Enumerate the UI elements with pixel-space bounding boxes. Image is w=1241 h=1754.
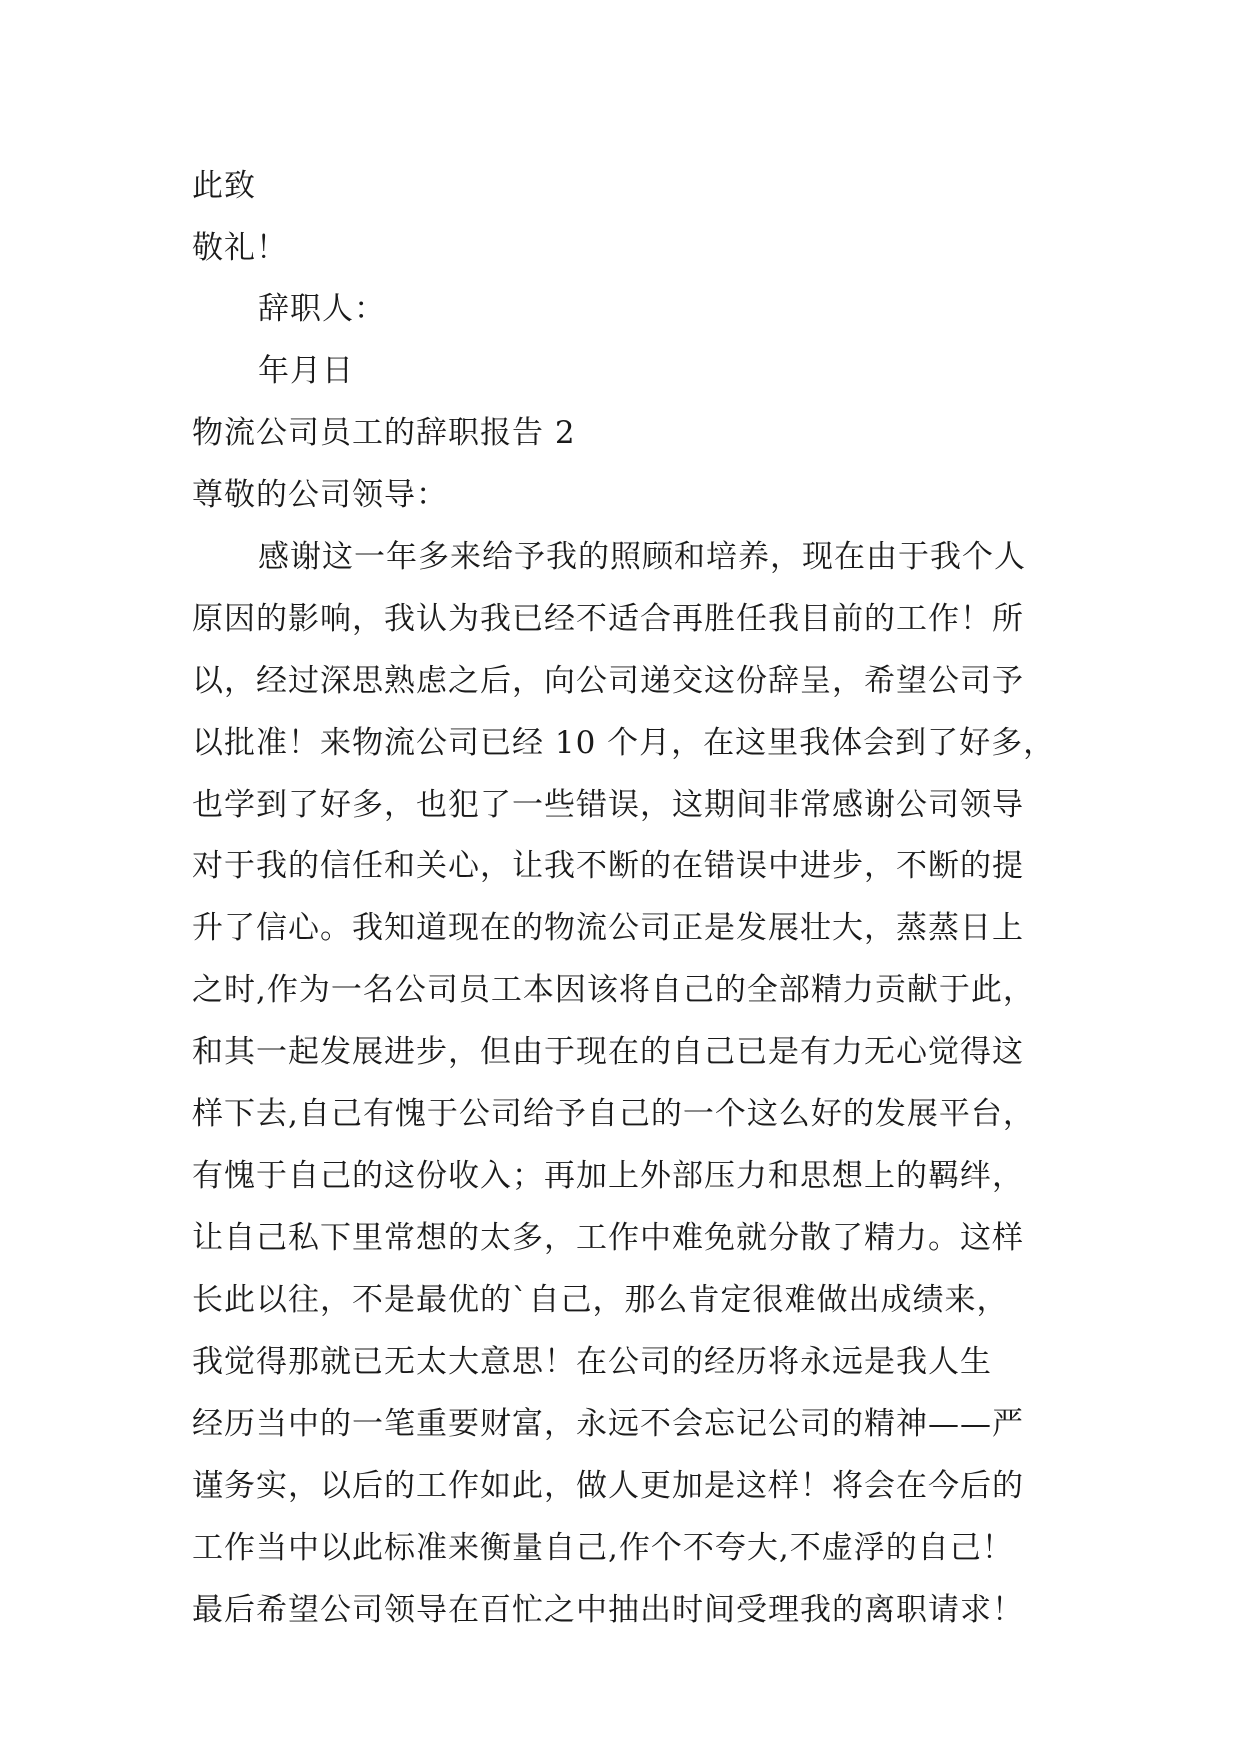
body-line: 感谢这一年多来给予我的照顾和培养，现在由于我个人	[258, 539, 1026, 575]
body-line: 样下去,自己有愧于公司给予自己的一个这么好的发展平台，	[192, 1096, 1035, 1132]
body-line: 和其一起发展进步，但由于现在的自己已是有力无心觉得这	[192, 1034, 1024, 1070]
body-line: 升了信心。我知道现在的物流公司正是发展壮大，蒸蒸日上	[192, 910, 1024, 946]
body-line: 有愧于自己的这份收入；再加上外部压力和思想上的羁绊，	[192, 1158, 1024, 1194]
closing-jing-li: 敬礼！	[192, 230, 288, 266]
body-line: 最后希望公司领导在百忙之中抽出时间受理我的离职请求！	[192, 1592, 1024, 1628]
body-line: 我觉得那就已无太大意思！在公司的经历将永远是我人生	[192, 1344, 992, 1380]
body-line: 原因的影响，我认为我已经不适合再胜任我目前的工作！所	[192, 601, 1024, 637]
salutation: 尊敬的公司领导：	[192, 477, 448, 513]
body-line: 也学到了好多，也犯了一些错误，这期间非常感谢公司领导	[192, 787, 1024, 823]
body-line: 对于我的信任和关心，让我不断的在错误中进步，不断的提	[192, 848, 1024, 884]
body-line: 以，经过深思熟虑之后，向公司递交这份辞呈，希望公司予	[192, 663, 1024, 699]
body-line: 让自己私下里常想的太多，工作中难免就分散了精力。这样	[192, 1220, 1024, 1256]
date-label: 年月日	[258, 353, 354, 389]
resigner-label: 辞职人：	[258, 291, 386, 327]
body-line: 之时,作为一名公司员工本因该将自己的全部精力贡献于此，	[192, 972, 1035, 1008]
body-line: 以批准！来物流公司已经 10 个月，在这里我体会到了好多，	[192, 725, 1056, 761]
body-line: 工作当中以此标准来衡量自己,作个不夸大,不虚浮的自己！	[192, 1530, 1014, 1566]
section-title: 物流公司员工的辞职报告 2	[192, 415, 576, 451]
body-line: 谨务实，以后的工作如此，做人更加是这样！将会在今后的	[192, 1468, 1024, 1504]
body-line: 长此以往，不是最优的`自己，那么肯定很难做出成绩来，	[192, 1282, 1009, 1318]
body-line: 经历当中的一笔重要财富，永远不会忘记公司的精神——严	[192, 1406, 1024, 1442]
closing-ci-zhi: 此致	[192, 168, 256, 204]
